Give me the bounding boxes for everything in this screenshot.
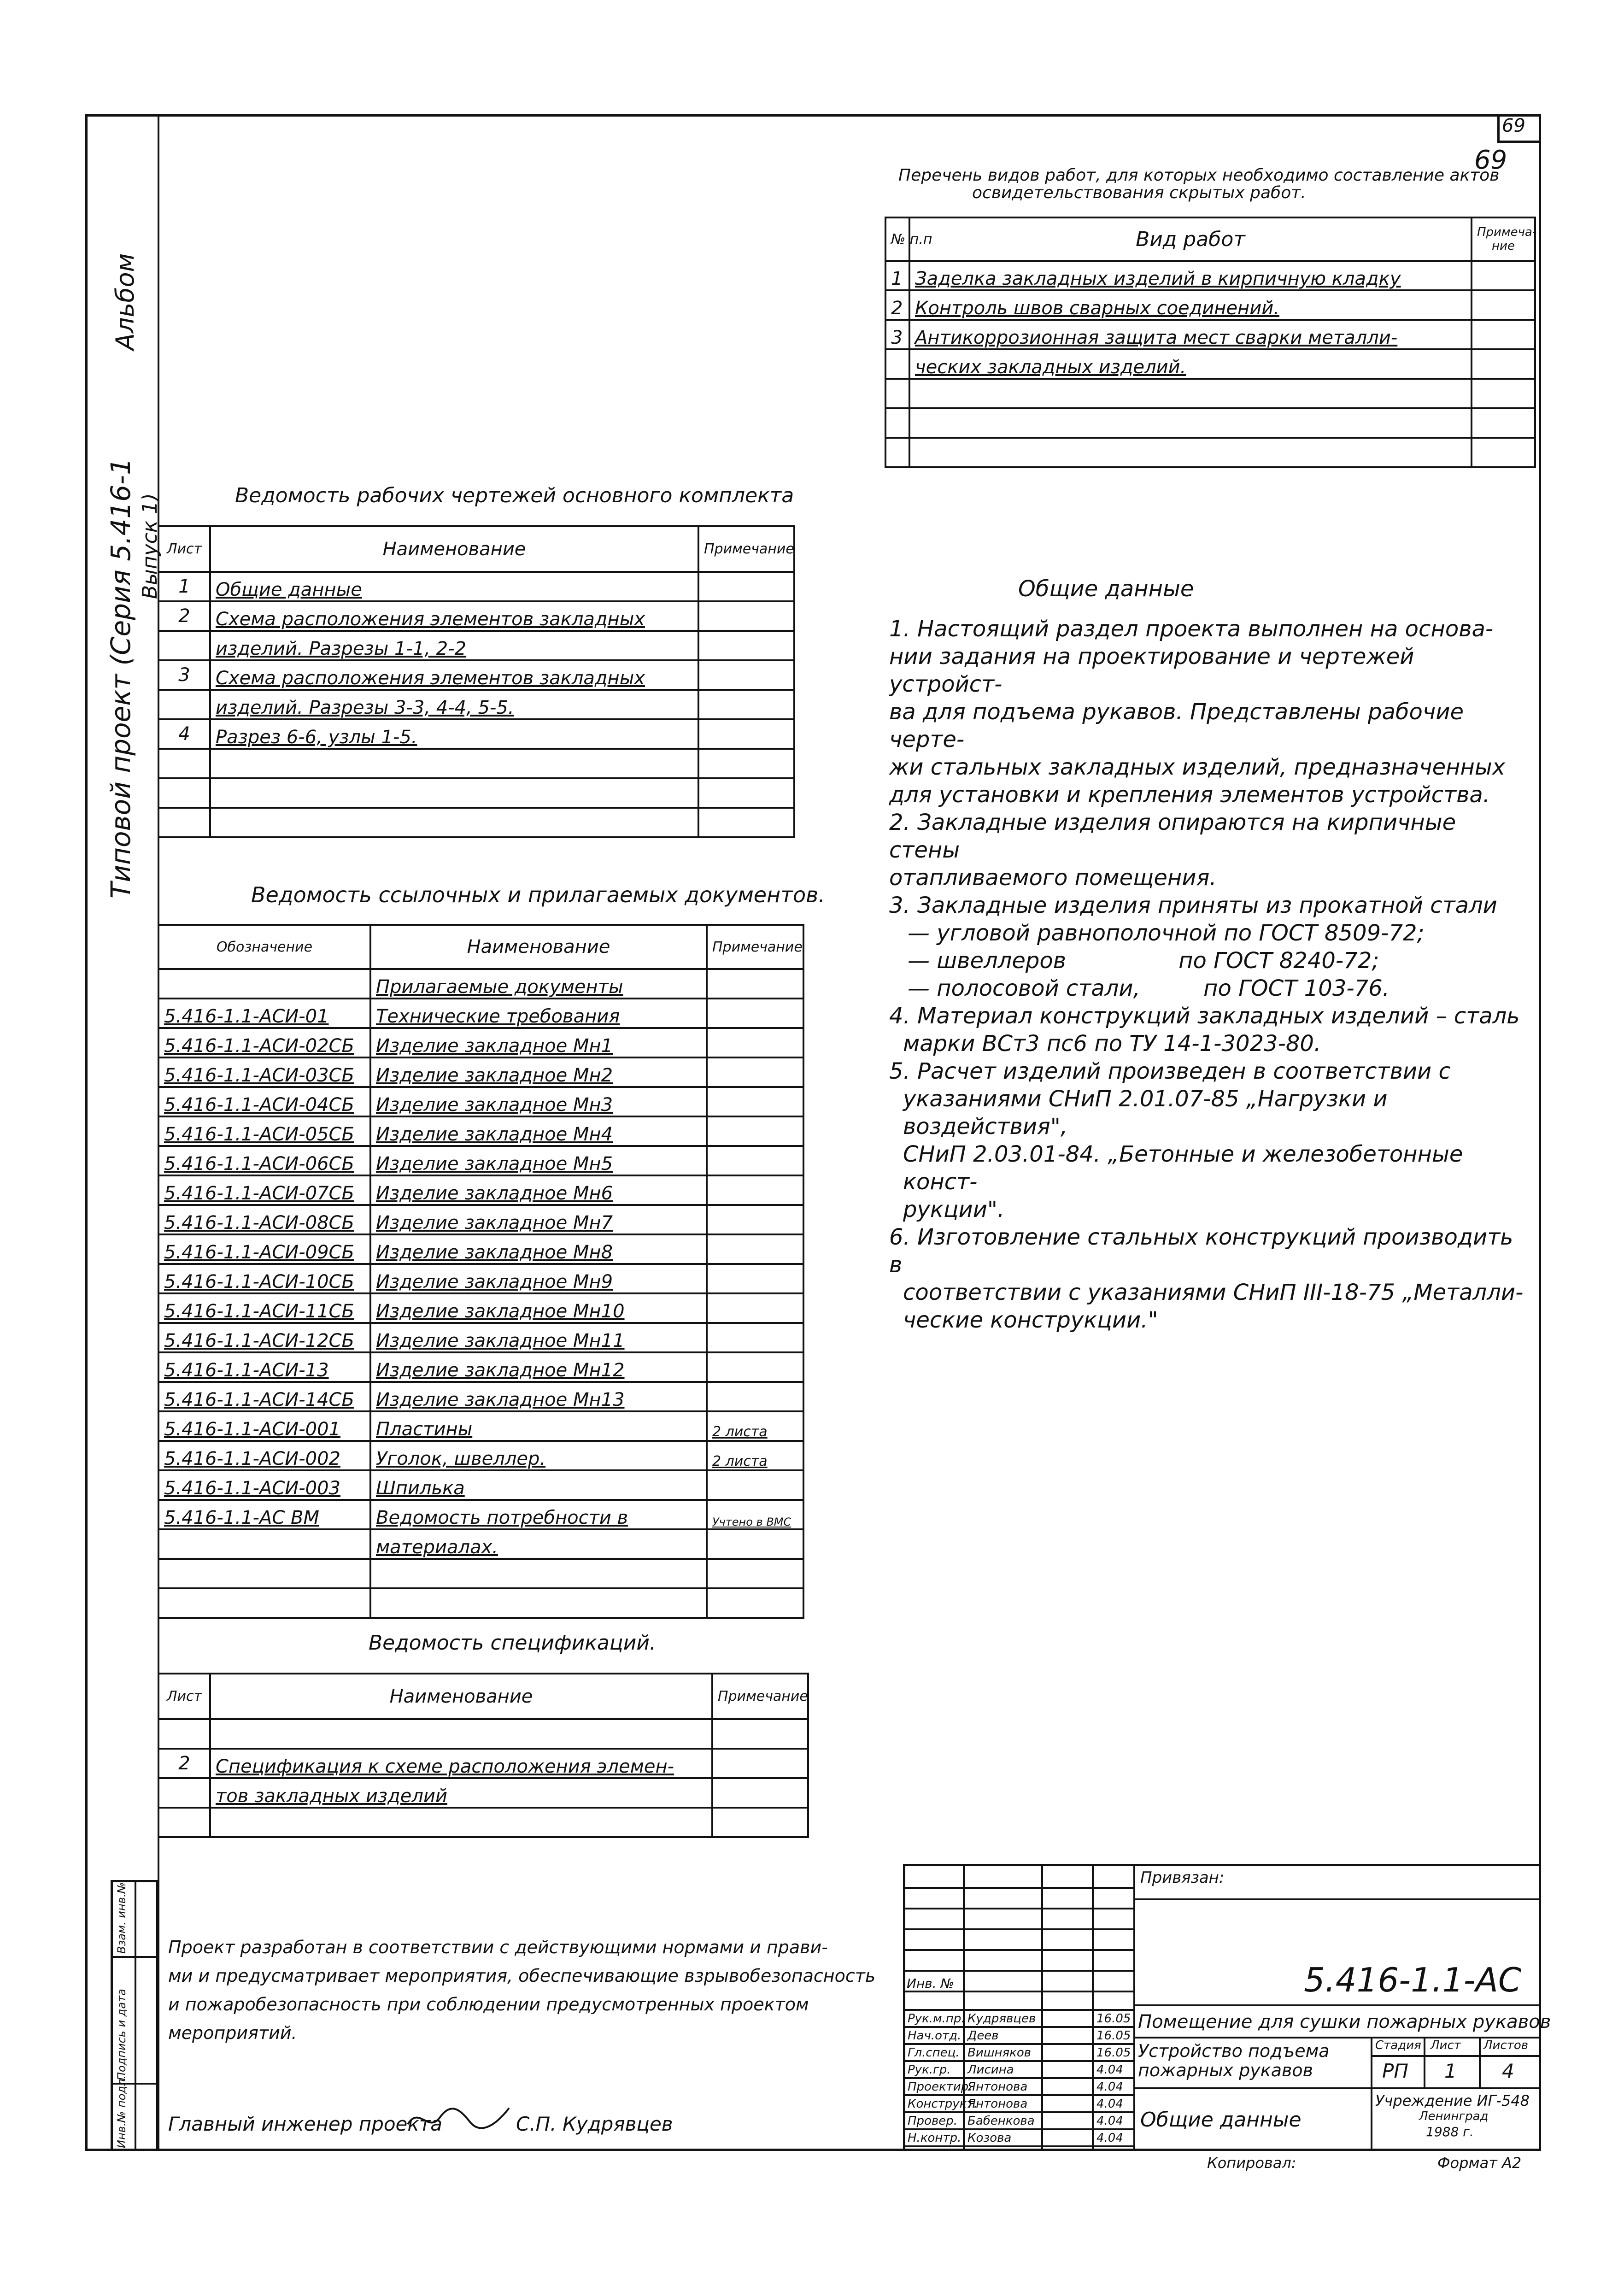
- strip-label-vzam: Взам. инв.№: [115, 1882, 128, 1954]
- stamp-name: Деев: [964, 2027, 1042, 2044]
- refs-note: [707, 1205, 803, 1234]
- side-label-album: Альбом: [111, 253, 140, 350]
- sheet-number: 69: [1502, 115, 1525, 136]
- specs-table: [158, 1673, 809, 1838]
- sheet-value: 1: [1444, 2060, 1457, 2082]
- refs-code: 5.416-1.1-АСИ-07СБ: [158, 1175, 370, 1205]
- table-row: [885, 261, 1535, 290]
- drawings-col-sheet: Лист: [158, 526, 210, 572]
- refs-name: Изделие закладное Мн2: [370, 1057, 707, 1087]
- table-row: [158, 1146, 803, 1175]
- drawings-title: Ведомость рабочих чертежей основного комплекта: [235, 484, 794, 507]
- refs-name: Изделие закладное Мн12: [370, 1352, 707, 1382]
- specs-sheet: 2: [158, 1749, 210, 1778]
- refs-name: Изделие закладное Мн11: [370, 1323, 707, 1352]
- refs-note: 2 листа: [707, 1411, 803, 1441]
- refs-code: 5.416-1.1-АСИ-08СБ: [158, 1205, 370, 1234]
- refs-code: 5.416-1.1-АСИ-002: [158, 1441, 370, 1470]
- drawings-table: [158, 525, 795, 838]
- refs-note: [707, 1028, 803, 1057]
- stage-label: Стадия: [1375, 2038, 1421, 2052]
- year: 1988 г.: [1426, 2124, 1474, 2139]
- refs-note: [707, 1529, 803, 1559]
- project-note-line: мероприятий.: [168, 2023, 297, 2043]
- general-line: нии задания на проектирование и чертежей устройст-: [889, 644, 1414, 697]
- refs-name: материалах.: [370, 1529, 707, 1559]
- stamp-role: Нач.отд.: [904, 2027, 964, 2044]
- sheets-value: 4: [1502, 2060, 1514, 2082]
- refs-name: Шпилька: [370, 1470, 707, 1500]
- refs-note: [707, 969, 803, 999]
- table-row: [158, 660, 794, 690]
- title-block-row: [903, 1970, 1133, 1972]
- object-name: Помещение для сушки пожарных рукавов: [1138, 2011, 1551, 2033]
- works-no: 2: [885, 290, 909, 320]
- table-row: [158, 1087, 803, 1116]
- table-row: [158, 631, 794, 660]
- general-title: Общие данные: [1018, 576, 1194, 602]
- refs-note: [707, 1146, 803, 1175]
- table-row: [158, 999, 803, 1028]
- title-block-divider: [1479, 2037, 1481, 2087]
- refs-col-name: Наименование: [370, 925, 707, 969]
- stamp-name: Лисина: [964, 2061, 1042, 2078]
- refs-code: 5.416-1.1-АСИ-01: [158, 999, 370, 1028]
- table-row: [158, 1500, 803, 1529]
- refs-code: 5.416-1.1-АСИ-04СБ: [158, 1087, 370, 1116]
- refs-code: 5.416-1.1-АСИ-02СБ: [158, 1028, 370, 1057]
- works-no: [885, 349, 909, 379]
- refs-name: Изделие закладное Мн13: [370, 1382, 707, 1411]
- refs-name: Изделие закладное Мн4: [370, 1116, 707, 1146]
- works-col-note: Примеча-ние: [1472, 217, 1535, 261]
- refs-note: [707, 1087, 803, 1116]
- sheets-label: Листов: [1483, 2038, 1529, 2052]
- table-row: [904, 2027, 1134, 2044]
- works-col-no: № п.п: [885, 217, 909, 261]
- city: Ленинград: [1419, 2109, 1489, 2123]
- general-line: — полосовой стали, по ГОСТ 103-76.: [908, 975, 1390, 1001]
- refs-code: 5.416-1.1-АСИ-11СБ: [158, 1293, 370, 1323]
- drawings-name: Схема расположения элементов закладных: [210, 660, 698, 690]
- stamp-date: 4.04: [1093, 2129, 1134, 2146]
- refs-name: Изделие закладное Мн7: [370, 1205, 707, 1234]
- project-note: [168, 1933, 887, 2047]
- stamp-role: Проектир.: [904, 2078, 964, 2095]
- refs-note: [707, 1116, 803, 1146]
- general-line: — угловой равнополочной по ГОСТ 8509-72;: [908, 920, 1425, 946]
- document-code: 5.416-1.1-АС: [1304, 1961, 1522, 1999]
- strip-divider: [135, 1880, 136, 2151]
- refs-note: [707, 1382, 803, 1411]
- refs-code: 5.416-1.1-АСИ-14СБ: [158, 1382, 370, 1411]
- drawings-col-note: Примечание: [698, 526, 794, 572]
- stamp-date: 16.05: [1093, 2027, 1134, 2044]
- general-line: марки ВСт3 пс6 по ТУ 14-1-3023-80.: [903, 1031, 1321, 1057]
- specs-title: Ведомость спецификаций.: [369, 1631, 656, 1655]
- table-row: [158, 1323, 803, 1352]
- general-line: СНиП 2.03.01-84. „Бетонные и железобетонные конст-: [903, 1141, 1463, 1195]
- general-line: для установки и крепления элементов устройства.: [889, 782, 1490, 808]
- refs-title: Ведомость ссылочных и прилагаемых документов.: [251, 882, 825, 907]
- refs-name: Прилагаемые документы: [370, 969, 707, 999]
- stamp-date: 4.04: [1093, 2078, 1134, 2095]
- refs-note: [707, 1264, 803, 1293]
- stamp-role: Конструкт.: [904, 2095, 964, 2112]
- chief-engineer-name: С.П. Кудрявцев: [516, 2113, 673, 2135]
- refs-code: 5.416-1.1-АСИ-12СБ: [158, 1323, 370, 1352]
- general-line: 3. Закладные изделия приняты из прокатной стали: [889, 893, 1497, 918]
- general-line: жи стальных закладных изделий, предназначенных: [889, 754, 1506, 780]
- drawings-name: Общие данные: [210, 572, 698, 601]
- stamp-name: Вишняков: [964, 2044, 1042, 2061]
- specs-header-row: [158, 1674, 808, 1719]
- general-line: 1. Настоящий раздел проекта выполнен на основа-: [889, 616, 1494, 642]
- refs-name: Изделие закладное Мн5: [370, 1146, 707, 1175]
- works-name: Антикоррозионная защита мест сварки металли-: [909, 320, 1472, 349]
- table-row: [904, 2044, 1134, 2061]
- refs-code: [158, 969, 370, 999]
- refs-code: 5.416-1.1-АСИ-06СБ: [158, 1146, 370, 1175]
- specs-col-sheet: Лист: [158, 1674, 210, 1719]
- table-row: [158, 969, 803, 999]
- title-block-divider: [1133, 2087, 1541, 2089]
- refs-col-note: Примечание: [707, 925, 803, 969]
- table-row: [885, 349, 1535, 379]
- drawings-sheet: 3: [158, 660, 210, 690]
- stamp-role: Гл.спец.: [904, 2044, 964, 2061]
- drawings-sheet: 1: [158, 572, 210, 601]
- works-header-row: [885, 217, 1535, 261]
- refs-name: Изделие закладное Мн1: [370, 1028, 707, 1057]
- table-row: [158, 1529, 803, 1559]
- title-block-divider: [1371, 2037, 1372, 2151]
- sheet-number-handwritten: 69: [1474, 145, 1507, 175]
- stamp-date: 16.05: [1093, 2044, 1134, 2061]
- drawings-sheet: [158, 631, 210, 660]
- general-line: ческие конструкции.": [903, 1307, 1158, 1333]
- refs-code: 5.416-1.1-АСИ-003: [158, 1470, 370, 1500]
- project-note-line: ми и предусматривает мероприятия, обеспечивающие взрывобезопасность: [168, 1966, 876, 1986]
- refs-note: [707, 1234, 803, 1264]
- refs-note: [707, 1470, 803, 1500]
- drawings-header-row: [158, 526, 794, 572]
- works-title-line1: Перечень видов работ, для которых необходимо составление актов: [898, 166, 1500, 185]
- signature-table: [903, 2009, 1135, 2147]
- table-row: [885, 320, 1535, 349]
- refs-name: Изделие закладное Мн10: [370, 1293, 707, 1323]
- table-row: [904, 2129, 1134, 2146]
- drawings-sheet: 4: [158, 719, 210, 749]
- side-label-issue: Выпуск 1): [138, 493, 162, 599]
- table-row: [158, 1293, 803, 1323]
- refs-note: [707, 1293, 803, 1323]
- sheet-label: Лист: [1431, 2038, 1461, 2052]
- specs-col-name: Наименование: [210, 1674, 712, 1719]
- stamp-name: Кудрявцев: [964, 2010, 1042, 2027]
- inv-no-label: Инв. №: [907, 1976, 954, 1991]
- table-row: [158, 572, 794, 601]
- refs-col-code: Обозначение: [158, 925, 370, 969]
- sheet-name: Общие данные: [1140, 2108, 1302, 2132]
- stage-value: РП: [1382, 2060, 1408, 2082]
- refs-code: 5.416-1.1-АС ВМ: [158, 1500, 370, 1529]
- copied-label: Копировал:: [1207, 2154, 1296, 2172]
- stamp-name: Бабенкова: [964, 2112, 1042, 2129]
- refs-table: [158, 924, 804, 1619]
- general-line: отапливаемого помещения.: [889, 865, 1217, 891]
- refs-code: 5.416-1.1-АСИ-13: [158, 1352, 370, 1382]
- chief-signature: [405, 2101, 511, 2138]
- title-block-divider: [1133, 2004, 1541, 2006]
- strip-label-inv: Инв.№ подл.: [115, 2075, 128, 2148]
- table-row: [158, 1057, 803, 1087]
- refs-name: Технические требования: [370, 999, 707, 1028]
- specs-col-note: Примечание: [712, 1674, 808, 1719]
- general-line: соответствии с указаниями СНиП III-18-75 „Металли-: [903, 1280, 1524, 1305]
- title-block-divider: [1371, 2055, 1541, 2057]
- title-block-divider: [1133, 1898, 1541, 1900]
- drawings-col-name: Наименование: [210, 526, 698, 572]
- general-text: [889, 615, 1530, 1334]
- table-row: [158, 690, 794, 719]
- table-row: [158, 1411, 803, 1441]
- project-note-line: Проект разработан в соответствии с действующими нормами и прави-: [168, 1937, 828, 1957]
- refs-code: 5.416-1.1-АСИ-001: [158, 1411, 370, 1441]
- table-row: [158, 1234, 803, 1264]
- project-note-line: и пожаробезопасность при соблюдении предусмотренных проектом: [168, 1994, 809, 2015]
- refs-name: Изделие закладное Мн3: [370, 1087, 707, 1116]
- table-row: [904, 2095, 1134, 2112]
- works-col-name: Вид работ: [909, 217, 1472, 261]
- works-name: Заделка закладных изделий в кирпичную кладку: [909, 261, 1472, 290]
- drawings-sheet: [158, 690, 210, 719]
- table-row: [158, 1441, 803, 1470]
- works-name: ческих закладных изделий.: [909, 349, 1472, 379]
- format-label: Формат А2: [1437, 2154, 1522, 2172]
- general-line: 2. Закладные изделия опираются на кирпичные стены: [889, 810, 1456, 863]
- specs-name: тов закладных изделий: [210, 1778, 712, 1808]
- privyazan-label: Привязан:: [1140, 1868, 1225, 1887]
- refs-name: Изделие закладное Мн6: [370, 1175, 707, 1205]
- title-block-row: [903, 1887, 1133, 1889]
- refs-note: Учтено в ВМС: [707, 1500, 803, 1529]
- refs-code: 5.416-1.1-АСИ-05СБ: [158, 1116, 370, 1146]
- table-row: [158, 1175, 803, 1205]
- drawings-name: изделий. Разрезы 1-1, 2-2: [210, 631, 698, 660]
- strip-label-podpis: Подпись и дата: [115, 1989, 128, 2080]
- drawings-name: Схема расположения элементов закладных: [210, 601, 698, 631]
- table-row: [904, 2078, 1134, 2095]
- chief-engineer-label: Главный инженер проекта: [168, 2113, 442, 2135]
- works-name: Контроль швов сварных соединений.: [909, 290, 1472, 320]
- stamp-role: Н.контр.: [904, 2129, 964, 2146]
- specs-sheet: [158, 1778, 210, 1808]
- general-line: рукции".: [903, 1197, 1005, 1222]
- table-row: [904, 2010, 1134, 2027]
- drawings-sheet: 2: [158, 601, 210, 631]
- title-block-divider: [1424, 2037, 1425, 2087]
- refs-note: [707, 1057, 803, 1087]
- specs-name: Спецификация к схеме расположения элемен-: [210, 1749, 712, 1778]
- table-row: [158, 719, 794, 749]
- refs-code: 5.416-1.1-АСИ-10СБ: [158, 1264, 370, 1293]
- stamp-date: 4.04: [1093, 2061, 1134, 2078]
- refs-note: [707, 1323, 803, 1352]
- refs-note: [707, 999, 803, 1028]
- works-no: 3: [885, 320, 909, 349]
- table-row: [885, 290, 1535, 320]
- general-line: ва для подъема рукавов. Представлены рабочие черте-: [889, 699, 1464, 752]
- works-no: 1: [885, 261, 909, 290]
- refs-name: Уголок, швеллер.: [370, 1441, 707, 1470]
- stamp-name: Янтонова: [964, 2078, 1042, 2095]
- refs-code: 5.416-1.1-АСИ-09СБ: [158, 1234, 370, 1264]
- stamp-date: 16.05: [1093, 2010, 1134, 2027]
- table-row: [158, 601, 794, 631]
- stamp-name: Козова: [964, 2129, 1042, 2146]
- refs-note: [707, 1352, 803, 1382]
- refs-name: Пластины: [370, 1411, 707, 1441]
- drawings-name: Разрез 6-6, узлы 1-5.: [210, 719, 698, 749]
- table-row: [904, 2061, 1134, 2078]
- stamp-role: Рук.м.пр.: [904, 2010, 964, 2027]
- table-row: [158, 1470, 803, 1500]
- refs-code: [158, 1529, 370, 1559]
- general-line: указаниями СНиП 2.01.07-85 „Нагрузки и воздействия",: [903, 1086, 1388, 1140]
- refs-name: Ведомость потребности в: [370, 1500, 707, 1529]
- stamp-date: 4.04: [1093, 2095, 1134, 2112]
- drawings-name: изделий. Разрезы 3-3, 4-4, 5-5.: [210, 690, 698, 719]
- general-line: 4. Материал конструкций закладных изделий – сталь: [889, 1003, 1520, 1029]
- title-block-row: [903, 1908, 1133, 1909]
- general-line: — швеллеров по ГОСТ 8240-72;: [908, 948, 1379, 974]
- table-row: [904, 2112, 1134, 2129]
- title-block-row: [903, 1928, 1133, 1930]
- table-row: [158, 1749, 808, 1778]
- table-row: [158, 1264, 803, 1293]
- refs-name: Изделие закладное Мн9: [370, 1264, 707, 1293]
- organization: Учреждение ИГ-548: [1375, 2092, 1530, 2109]
- stamp-date: 4.04: [1093, 2112, 1134, 2129]
- works-title-line2: освидетельствования скрытых работ.: [972, 183, 1306, 202]
- title-block-row: [903, 1949, 1133, 1951]
- table-row: [158, 1382, 803, 1411]
- device-name: Устройство подъема пожарных рукавов: [1138, 2041, 1330, 2080]
- table-row: [158, 1028, 803, 1057]
- side-label-series: Типовой проект (Серия 5.416-1: [105, 458, 136, 899]
- table-row: [158, 1352, 803, 1382]
- refs-note: [707, 1175, 803, 1205]
- refs-note: 2 листа: [707, 1441, 803, 1470]
- works-table: [885, 217, 1536, 468]
- stamp-name: Янтонова: [964, 2095, 1042, 2112]
- general-line: 6. Изготовление стальных конструкций производить в: [889, 1224, 1513, 1278]
- stamp-role: Рук.гр.: [904, 2061, 964, 2078]
- table-row: [158, 1116, 803, 1146]
- table-row: [158, 1778, 808, 1808]
- stamp-role: Провер.: [904, 2112, 964, 2129]
- general-line: 5. Расчет изделий произведен в соответствии с: [889, 1058, 1451, 1084]
- refs-header-row: [158, 925, 803, 969]
- refs-name: Изделие закладное Мн8: [370, 1234, 707, 1264]
- table-row: [158, 1205, 803, 1234]
- refs-code: 5.416-1.1-АСИ-03СБ: [158, 1057, 370, 1087]
